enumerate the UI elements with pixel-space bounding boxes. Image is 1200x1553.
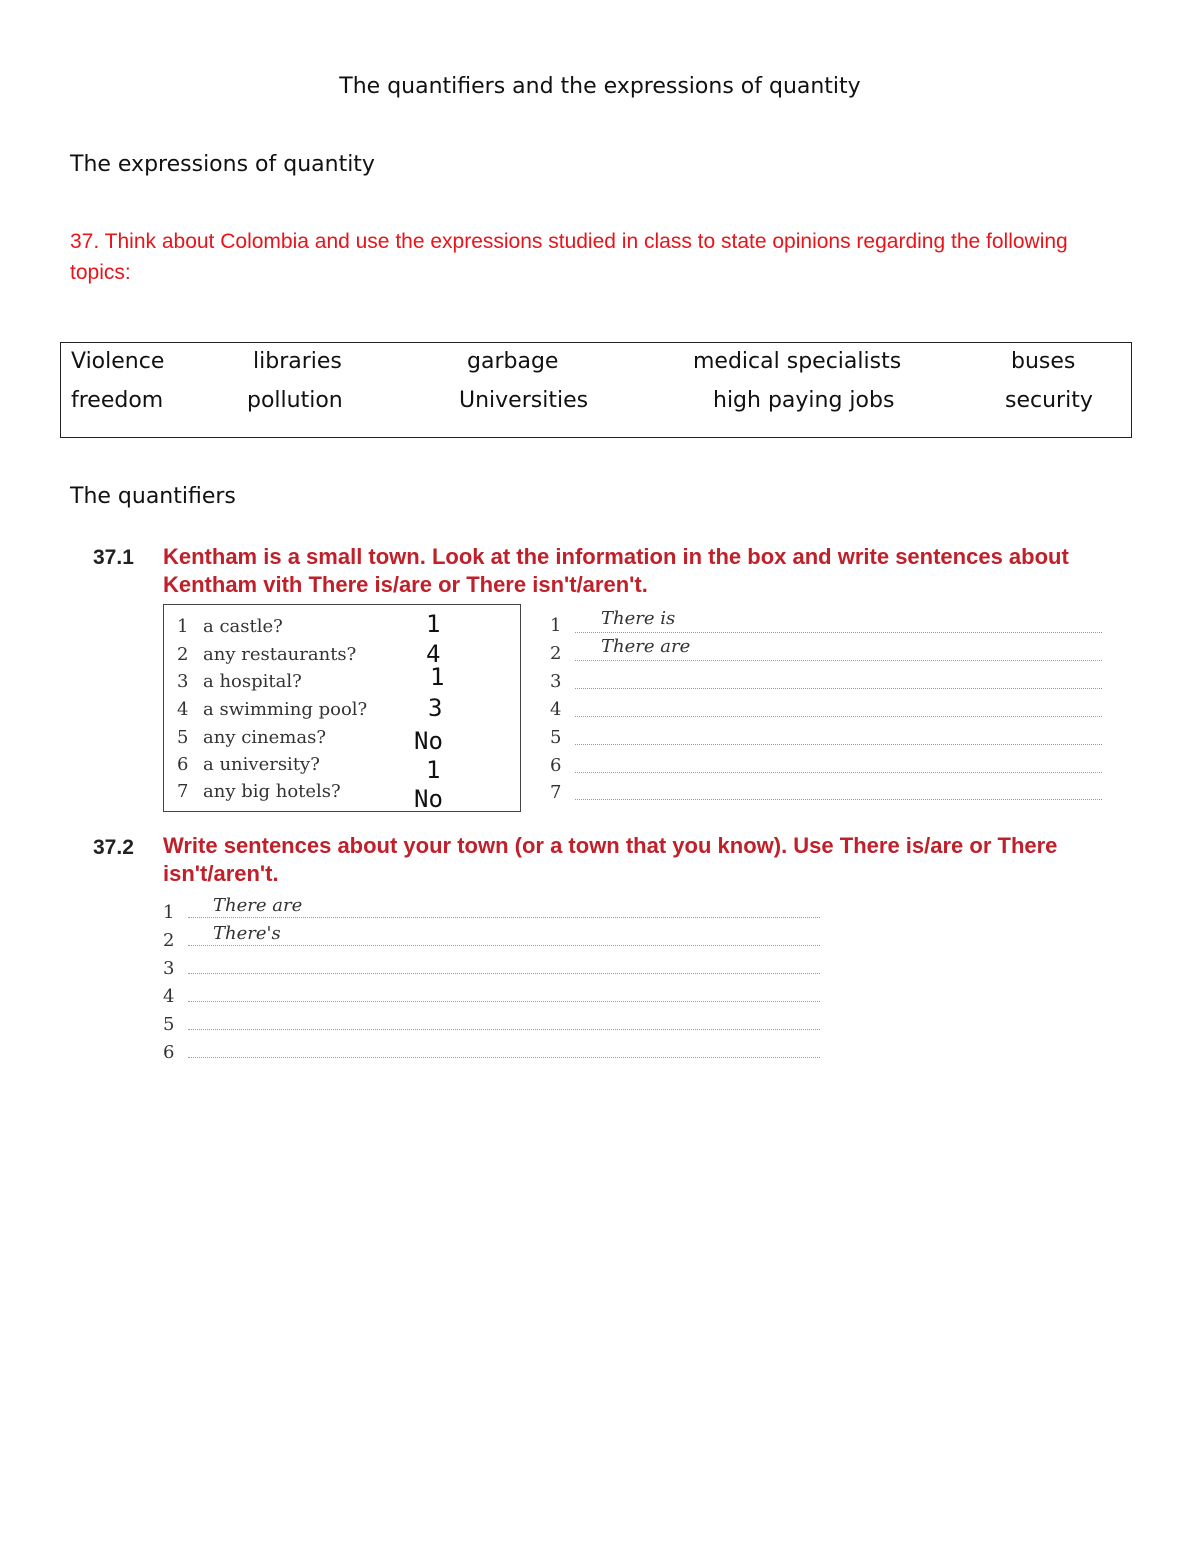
topic-item: medical specialists <box>693 349 902 374</box>
topic-item: pollution <box>247 388 343 413</box>
handwritten-answer: 4 <box>426 640 441 668</box>
answer-line[interactable] <box>188 1029 820 1030</box>
exercise-heading-line: Kentham vith There is/are or There isn't/aren't. <box>163 572 648 597</box>
question-item: 2 any restaurants? <box>177 644 357 665</box>
handwritten-answer: 1 <box>426 610 441 638</box>
question-item: 4 a swimming pool? <box>177 699 368 720</box>
answer-line[interactable] <box>575 772 1102 773</box>
answer-line[interactable] <box>575 799 1102 800</box>
topic-item: buses <box>1011 349 1076 374</box>
handwritten-answer: 1 <box>430 663 445 691</box>
question-item: 1 a castle? <box>177 616 283 637</box>
line-number: 1 <box>163 902 175 923</box>
answer-line[interactable] <box>575 744 1102 745</box>
example-answer: There are <box>213 895 303 916</box>
section-heading-expressions: The expressions of quantity <box>70 152 375 177</box>
topic-item: garbage <box>467 349 559 374</box>
answer-line[interactable] <box>188 1057 820 1058</box>
line-number: 3 <box>550 671 562 692</box>
line-number: 5 <box>550 727 562 748</box>
line-number: 3 <box>163 958 175 979</box>
exercise-heading-line: isn't/aren't. <box>163 861 279 886</box>
example-answer: There is <box>601 608 676 629</box>
answer-line[interactable] <box>575 716 1102 717</box>
example-answer: There's <box>213 923 281 944</box>
topic-item: Universities <box>459 388 589 413</box>
line-number: 2 <box>163 930 175 951</box>
answer-line[interactable] <box>575 632 1102 633</box>
handwritten-answer: No <box>414 727 443 755</box>
handwritten-answer: 1 <box>426 756 441 784</box>
answer-line[interactable] <box>188 917 820 918</box>
exercise-heading-line: Write sentences about your town (or a town that you know). Use There is/are or There <box>163 833 1058 858</box>
answer-line[interactable] <box>188 1001 820 1002</box>
answer-line[interactable] <box>575 660 1102 661</box>
answer-line[interactable] <box>575 688 1102 689</box>
exercise-number: 37.1 <box>93 546 134 569</box>
answer-line[interactable] <box>188 945 820 946</box>
topic-item: Violence <box>71 349 165 374</box>
line-number: 5 <box>163 1014 175 1035</box>
exercise-heading-line: Kentham is a small town. Look at the information in the box and write sentences about <box>163 544 1069 569</box>
page-title: The quantifiers and the expressions of quantity <box>339 74 861 99</box>
questions-box <box>163 604 521 812</box>
line-number: 4 <box>550 699 562 720</box>
topic-item: security <box>1005 388 1093 413</box>
question-item: 7 any big hotels? <box>177 781 341 802</box>
topic-item: libraries <box>253 349 342 374</box>
line-number: 4 <box>163 986 175 1007</box>
line-number: 6 <box>163 1042 175 1063</box>
line-number: 1 <box>550 615 562 636</box>
question-item: 6 a university? <box>177 754 320 775</box>
question-item: 3 a hospital? <box>177 671 302 692</box>
exercise-37-instruction: 37. Think about Colombia and use the expressions studied in class to state opinions regarding the following topics: <box>70 230 1068 284</box>
topic-item: freedom <box>71 388 164 413</box>
line-number: 7 <box>550 782 562 803</box>
topic-item: high paying jobs <box>713 388 895 413</box>
section-heading-quantifiers: The quantifiers <box>70 484 236 509</box>
topics-box <box>60 342 1132 438</box>
handwritten-answer: No <box>414 785 443 813</box>
handwritten-answer: 3 <box>428 694 443 722</box>
answer-line[interactable] <box>188 973 820 974</box>
example-answer: There are <box>601 636 691 657</box>
exercise-number: 37.2 <box>93 836 134 859</box>
line-number: 2 <box>550 643 562 664</box>
line-number: 6 <box>550 755 562 776</box>
question-item: 5 any cinemas? <box>177 727 326 748</box>
